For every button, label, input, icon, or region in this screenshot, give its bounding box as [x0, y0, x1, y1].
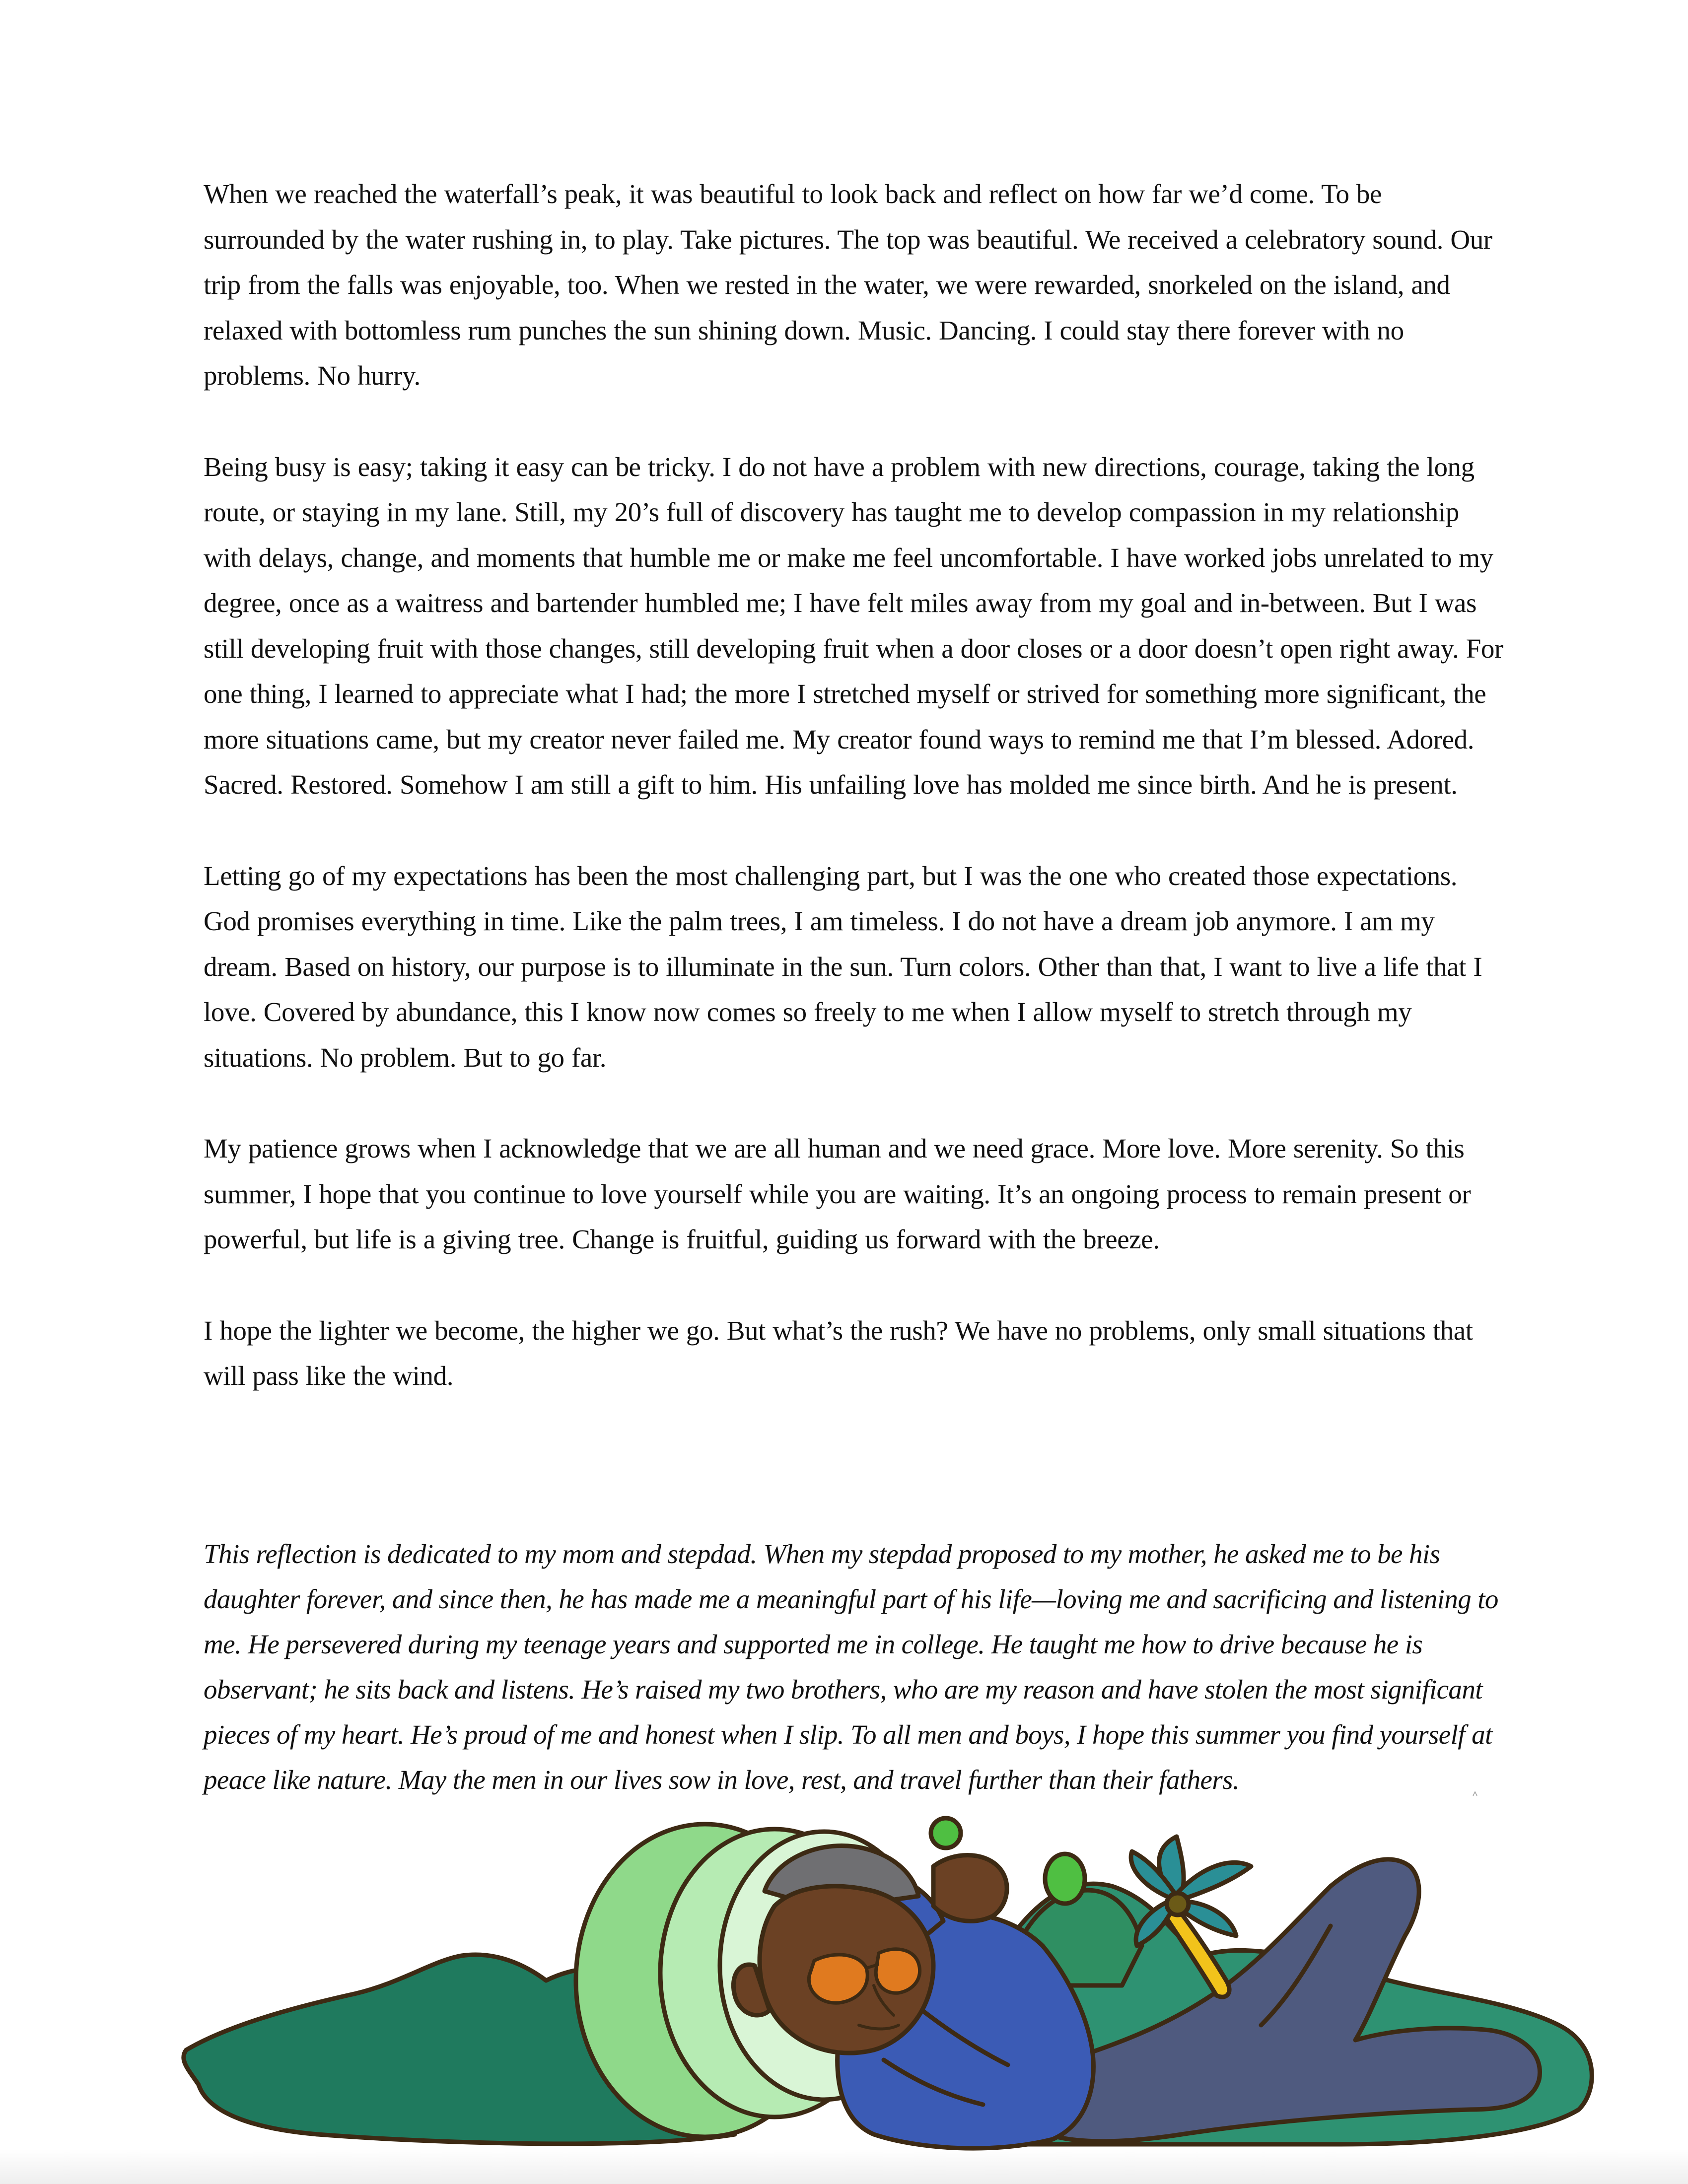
- green-seed: [1045, 1854, 1085, 1904]
- hand: [933, 1855, 1007, 1921]
- paragraph-busy: Being busy is easy; taking it easy can be tricky. I do not have a problem with new directions, courage, taking the long route, or staying in my lane. Still, my 20’s full of discovery has taught me to develop compassion in my relationship with delays, change, and moments that humble me or make me feel uncomfortable. I have worked jobs unrelated to my degree, once as a waitress and bartender humbled me; I have felt miles away from my goal and in-between. But I was still developing fruit with those changes, still developing fruit when a door closes or a door doesn’t open right away. For one thing, I learned to appreciate what I had; the more I stretched myself or strived for something more significant, the more situations came, but my creator never failed me. My creator found ways to remind me that I’m blessed. Adored. Sacred. Restored. Somehow I am still a gift to him. His unfailing love has molded me since birth. And he is present.: [204, 451, 1503, 800]
- paragraph-waterfall: When we reached the waterfall’s peak, it was beautiful to look back and reflect on how far we’d come. To be surrounded by the water rushing in, to play. Take pictures. The top was beautiful. We received a celebratory sound. Our trip from the falls was enjoyable, too. When we rested in the water, we were rewarded, snorkeled on the island, and relaxed with bottomless rum punches the sun shining down. Music. Dancing. I could stay there forever with no problems. No hurry.: [204, 179, 1492, 391]
- article-body: [204, 171, 1504, 1444]
- paragraph-expectations: Letting go of my expectations has been the most challenging part, but I was the one who created those expectations. God promises everything in time. Like the palm trees, I am timeless. I do not have a dream job anymore. I am my dream. Based on history, our purpose is to illuminate in the sun. Turn colors. Other than that, I want to live a life that I love. Covered by abundance, this I know now comes so freely to me when I allow myself to stretch through my situations. No problem. But to go far.: [204, 860, 1482, 1073]
- small-green-fruit: [931, 1818, 961, 1848]
- paragraph-patience: My patience grows when I acknowledge that we are all human and we need grace. More love. More serenity. So this summer, I hope that you continue to love yourself while you are waiting. It’s an ongoing process to remain present or powerful, but life is a giving tree. Change is fruitful, guiding us forward with the breeze.: [204, 1133, 1471, 1254]
- dedication-note: This reflection is dedicated to my mom and stepdad. When my stepdad proposed to my mother, he asked me to be his daughter forever, and since then, he has made me a meaningful part of his life—loving me and sacrificing and listening to me. He persevered during my teenage years and supported me in college. He taught me how to drive because he is observant; he sits back and listens. He’s raised my two brothers, who are my reason and have stolen the most significant pieces of my heart. He’s proud of me and honest when I slip. To all men and boys, I hope this summer you find yourself at peace like nature. May the men in our lives sow in love, rest, and travel further than their fathers.: [204, 1539, 1498, 1795]
- palm-leaf-2: [1177, 1862, 1251, 1899]
- man-resting-on-hill-illustration: [0, 1782, 1688, 2184]
- paragraph-lighter: I hope the lighter we become, the higher we go. But what’s the rush? We have no problems, only small situations that will pass like the wind.: [204, 1315, 1473, 1391]
- coconut: [1167, 1893, 1189, 1915]
- glasses-right: [876, 1949, 919, 1993]
- glasses-left: [809, 1955, 867, 2003]
- page-bottom-shade: [0, 2149, 1688, 2184]
